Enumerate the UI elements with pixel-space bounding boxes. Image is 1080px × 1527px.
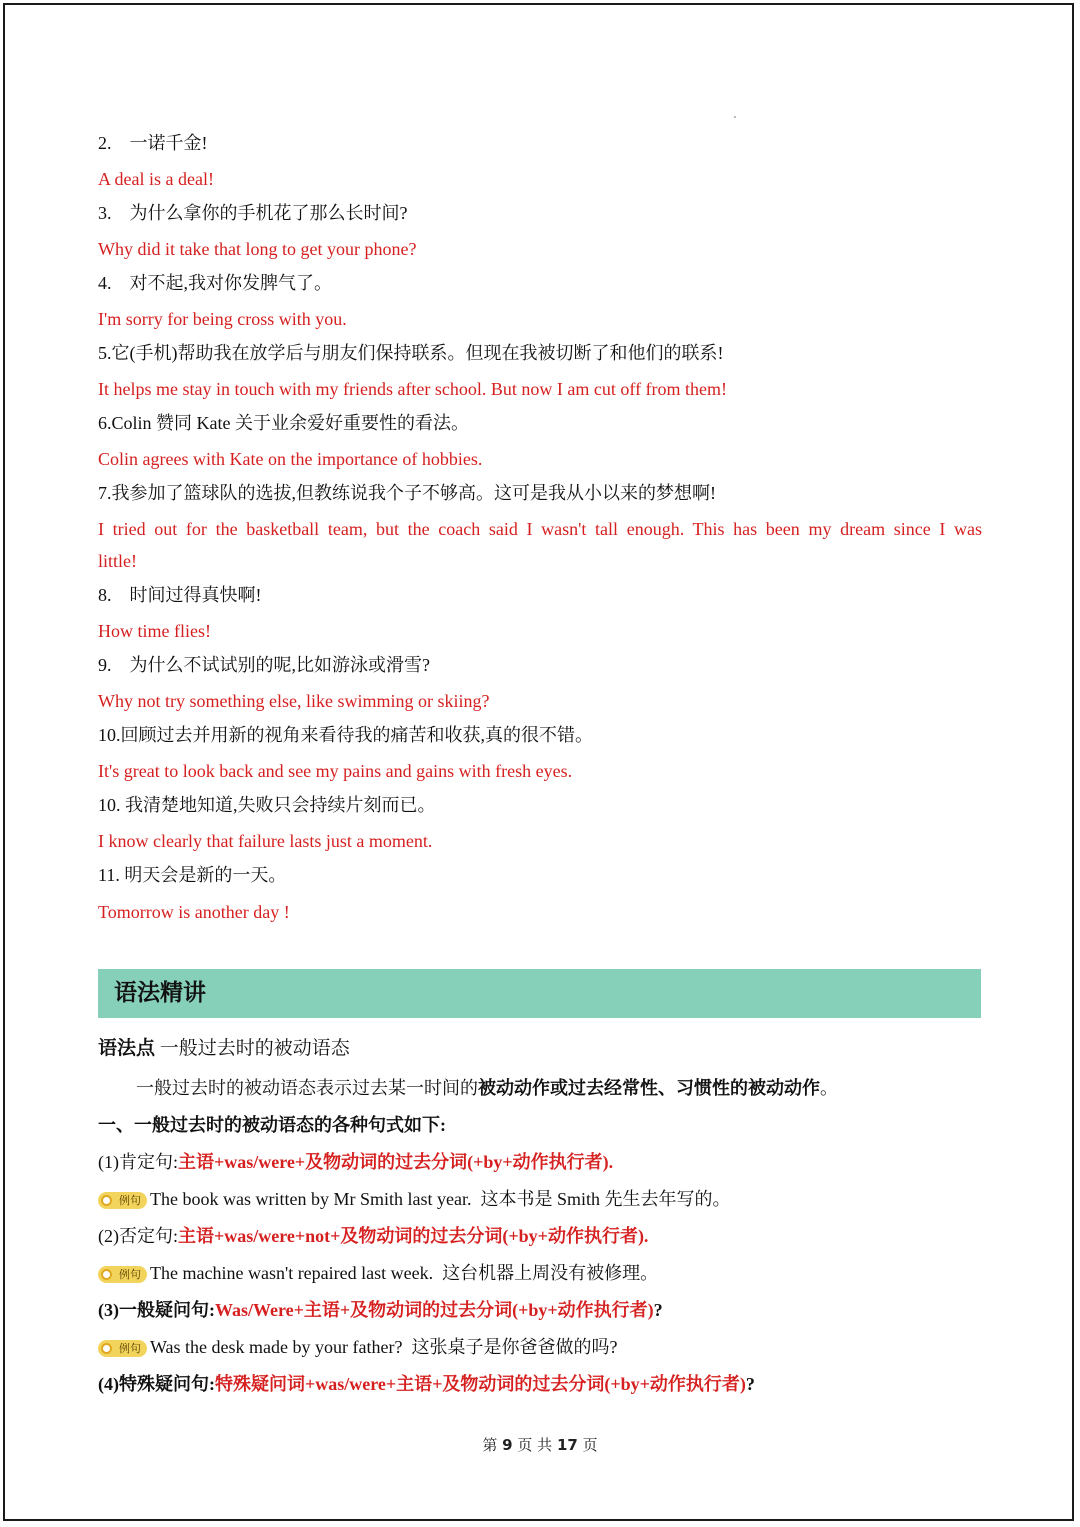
sentence-5-en: It helps me stay in touch with my friends after school. But now I am cut off from them! (98, 379, 728, 399)
pattern-label: (1)肯定句: (98, 1152, 178, 1172)
badge-circle-icon (101, 1195, 112, 1206)
intro-end: 。 (820, 1078, 838, 1098)
footer-mid: 页 共 (517, 1436, 553, 1454)
example-zh: 这本书是 Smith 先生去年写的。 (480, 1189, 731, 1209)
footer-pre: 第 (482, 1436, 498, 1454)
example-zh: 这台机器上周没有被修理。 (442, 1263, 659, 1283)
example-en: The book was written by Mr Smith last year. (150, 1189, 472, 1209)
sentence-7-en-cont: little! (98, 551, 137, 571)
pattern-label: (3)一般疑问句: (98, 1300, 215, 1320)
badge-circle-icon (101, 1343, 112, 1354)
example-badge-label: 例句 (119, 1194, 141, 1208)
sentence-2-zh: 2. 一诺千金! (98, 133, 208, 153)
badge-circle-icon (101, 1269, 112, 1280)
sentence-2-en: A deal is a deal! (98, 169, 214, 189)
pattern-formula: 主语+was/were+not+及物动词的过去分词(+by+动作执行者). (178, 1226, 649, 1246)
pattern-formula: 主语+was/were+及物动词的过去分词(+by+动作执行者). (178, 1152, 614, 1172)
total-pages-number: 17 (556, 1436, 578, 1454)
sentence-11-en: Tomorrow is another day ! (98, 902, 290, 922)
intro-text: 一般过去时的被动语态表示过去某一时间的 (136, 1078, 478, 1098)
sentence-8-en: How time flies! (98, 621, 211, 641)
pattern-label: (2)否定句: (98, 1226, 178, 1246)
example-badge (98, 1192, 147, 1209)
sentence-10b-zh: 10. 我清楚地知道,失败只会持续片刻而已。 (98, 795, 436, 815)
sentence-5-zh: 5.它(手机)帮助我在放学后与朋友们保持联系。但现在我被切断了和他们的联系! (98, 343, 724, 363)
sentence-7-zh: 7.我参加了篮球队的选拔,但教练说我个子不够高。这可是我从小以来的梦想啊! (98, 483, 716, 503)
sentence-4-en: I'm sorry for being cross with you. (98, 309, 347, 329)
page-footer (0, 1434, 1080, 1455)
intro-emphasis: 被动动作或过去经常性、习惯性的被动动作 (478, 1078, 820, 1098)
example-badge-label: 例句 (119, 1268, 141, 1282)
section-banner: 语法精讲 (98, 969, 981, 1018)
scan-speck (734, 116, 736, 118)
pattern-negative (98, 1225, 648, 1247)
sentence-9-zh: 9. 为什么不试试别的呢,比如游泳或滑雪? (98, 655, 430, 675)
grammar-intro (136, 1077, 838, 1099)
sentence-10a-zh: 10.回顾过去并用新的视角来看待我的痛苦和收获,真的很不错。 (98, 725, 593, 745)
example-affirmative (98, 1188, 730, 1210)
pattern-general-question (98, 1299, 663, 1321)
current-page-number: 9 (502, 1436, 513, 1454)
sentence-6-zh: 6.Colin 赞同 Kate 关于业余爱好重要性的看法。 (98, 413, 469, 433)
sentence-8-zh: 8. 时间过得真快啊! (98, 585, 262, 605)
pattern-affirmative (98, 1151, 613, 1173)
sentence-3-zh: 3. 为什么拿你的手机花了那么长时间? (98, 203, 408, 223)
sentence-10b-en: I know clearly that failure lasts just a moment. (98, 831, 433, 851)
section-heading: 一、一般过去时的被动语态的各种句式如下: (98, 1115, 446, 1135)
example-en: The machine wasn't repaired last week. (150, 1263, 434, 1283)
sentence-6-en: Colin agrees with Kate on the importance of hobbies. (98, 449, 483, 469)
pattern-end: ? (653, 1300, 663, 1320)
example-badge (98, 1266, 147, 1283)
example-badge-label: 例句 (119, 1342, 141, 1356)
sentence-7-en: I tried out for the basketball team, but the coach said I wasn't tall enough. This has been my dream since I was (98, 519, 982, 539)
sentence-3-en: Why did it take that long to get your phone? (98, 239, 417, 259)
example-en: Was the desk made by your father? (150, 1337, 403, 1357)
sentence-4-zh: 4. 对不起,我对你发脾气了。 (98, 273, 332, 293)
sentence-11-zh: 11. 明天会是新的一天。 (98, 865, 287, 885)
example-negative (98, 1262, 658, 1284)
sentence-10a-en: It's great to look back and see my pains and gains with fresh eyes. (98, 761, 573, 781)
grammar-point-heading (98, 1037, 350, 1060)
example-zh: 这张桌子是你爸爸做的吗? (411, 1337, 618, 1357)
pattern-end: ? (745, 1374, 755, 1394)
example-general-question (98, 1336, 617, 1358)
pattern-formula: 特殊疑问词+was/were+主语+及物动词的过去分词(+by+动作执行者) (214, 1374, 746, 1394)
pattern-label: (4)特殊疑问句: (98, 1374, 215, 1394)
example-badge (98, 1340, 147, 1357)
footer-post: 页 (582, 1436, 598, 1454)
pattern-formula: Was/Were+主语+及物动词的过去分词(+by+动作执行者) (214, 1300, 654, 1320)
sentence-9-en: Why not try something else, like swimming or skiing? (98, 691, 490, 711)
grammar-point-title: 一般过去时的被动语态 (159, 1038, 350, 1059)
grammar-point-label: 语法点 (98, 1037, 156, 1059)
pattern-special-question (98, 1373, 755, 1395)
